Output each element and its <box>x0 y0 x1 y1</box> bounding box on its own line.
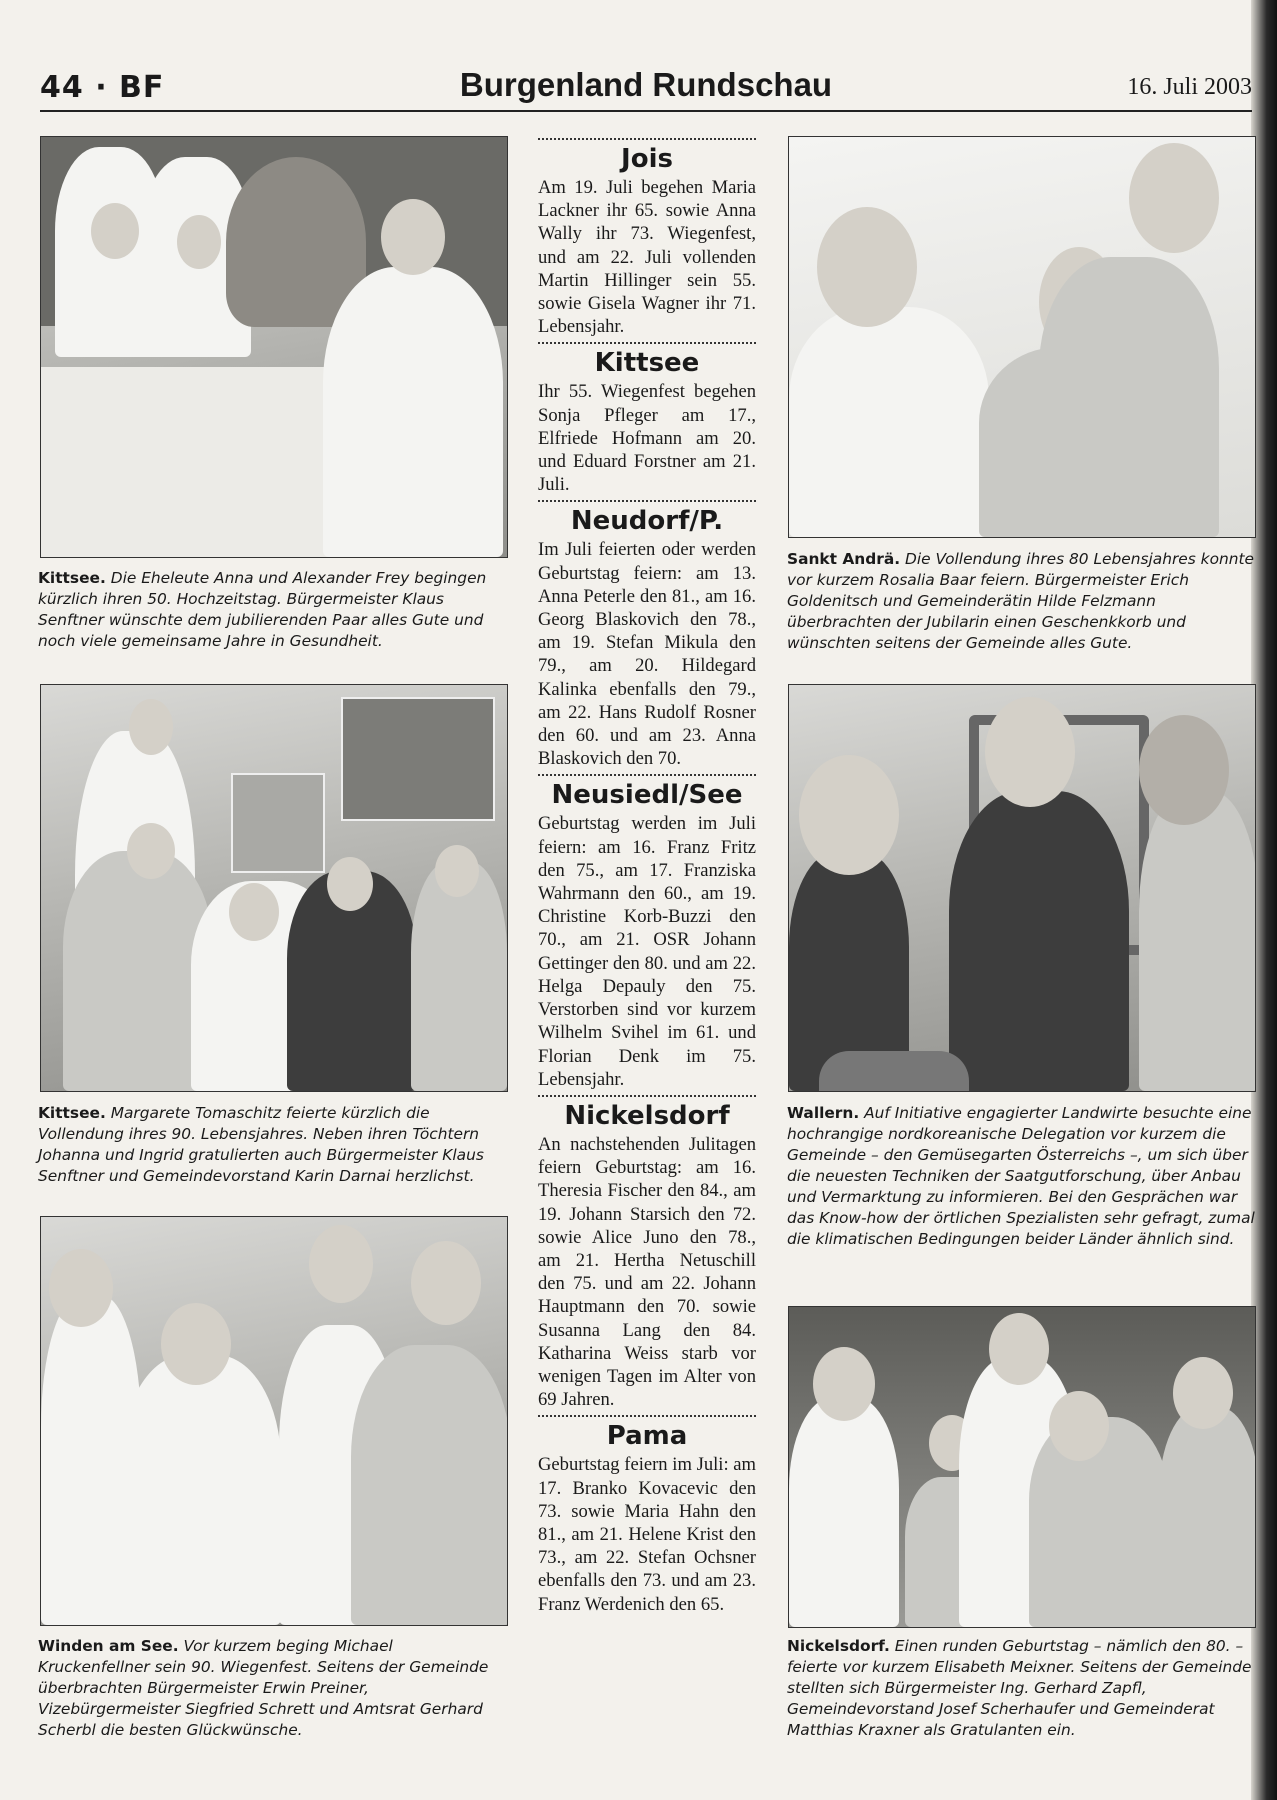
photo-caption: Winden am See. Vor kurzem beging Michael Kruckenfellner sein 90. Wiegenfest. Seitens der Gemeinde überbrachten Bürgermeister Erwin Preiner, Vizebürgermeister Siegfried Schrett und Amtsrat Gerhard Scherbl die besten Glückwünsche. <box>38 1637 489 1739</box>
section-body: Geburtstag feiern im Juli: am 17. Branko Kovacevic den 73. sowie Maria Hahn den 81., am 21. Helene Krist den 73., am 22. Stefan Ochsner ebenfalls den 73. und am 23. Franz Werdenich den 65. <box>538 1454 756 1615</box>
page-header <box>40 62 1252 112</box>
photo-caption: Kittsee. Margarete Tomaschitz feierte kürzlich die Vollendung ihres 90. Lebensjahres. Neben ihren Töchtern Johanna und Ingrid gratulierten auch Bürgermeister Klaus Senftner und Gemeindevorstand Karin Darnai herzlichst. <box>38 1104 484 1185</box>
issue-date: 16. Juli 2003 <box>1127 74 1252 100</box>
photo-kittsee-tomaschitz <box>40 684 508 1092</box>
photo-winden-am-see <box>40 1216 508 1626</box>
page-number: 44 · BF <box>40 70 165 105</box>
section-title: Neusiedl/See <box>551 780 743 811</box>
photo-kittsee-frey <box>40 136 508 558</box>
dotted-divider <box>538 1095 756 1097</box>
section-title: Kittsee <box>594 348 700 379</box>
photo-caption: Wallern. Auf Initiative engagierter Landwirte besuchte eine hochrangige nordkoreanische Delegation vor kurzem die Gemeinde – den Gemüsegarten Österreichs –, um sich über die neuesten Techniken der Saatgutforschung, über Anbau und Vermarktung zu informieren. Bei den Gesprächen war das Know-how der örtlichen Spezialisten sehr gefragt, zumal die klimatischen Bedingungen beider Länder ähnlich sind. <box>787 1104 1255 1248</box>
section-body: Im Juli feierten oder werden Geburtstag feiern: am 13. Anna Peterle den 81., am 16. Georg Blaskovich den 78., am 19. Stefan Mikula den 79., am 20. Hildegard Kalinka ebenfalls den 79., am 22. Hans Rudolf Rosner den 60. und am 23. Anna Blaskovich den 70. <box>538 539 756 770</box>
photo-caption: Kittsee. Die Eheleute Anna und Alexander Frey begingen kürzlich ihren 50. Hochzeitstag. Bürgermeister Klaus Senftner wünschte dem jubilierenden Paar alles Gute und noch viele gemeinsame Jahre in Gesundheit. <box>38 569 487 650</box>
photo-wallern <box>788 684 1256 1092</box>
section-title: Nickelsdorf <box>564 1100 730 1131</box>
section-title: Jois <box>621 144 673 174</box>
birthday-column <box>538 136 756 1620</box>
photo-caption: Sankt Andrä. Die Vollendung ihres 80 Lebensjahres konnte vor kurzem Rosalia Baar feiern. Bürgermeister Erich Goldenitsch und Gemeinderätin Hilde Felzmann überbrachten der Jubilarin einen Geschenkkorb und wünschten seitens der Gemeinde alles Gute. <box>787 550 1255 652</box>
section-body: Geburtstag werden im Juli feiern: am 16. Franz Fritz den 75., am 17. Franziska Wahrmann den 60., am 19. Christine Korb-Buzzi den 70., am 21. OSR Johann Gettinger den 80. und am 22. Helga Depauly den 75. Verstorben sind vor kurzem Wilhelm Svihel im 61. und Florian Denk im 75. Lebensjahr. <box>538 813 756 1090</box>
dotted-divider <box>538 138 756 140</box>
section-body: An nachstehenden Julitagen feiern Geburtstag: am 16. Theresia Fischer den 84., am 19. Johann Starsich den 72. sowie Alice Juno den 78., am 21. Hertha Netuschill den 75. und am 22. Johann Hauptmann den 70. sowie Susanna Lang den 84. Katharina Weiss starb vor wenigen Tagen im Alter von 69 Jahren. <box>538 1133 756 1411</box>
section-title: Neudorf/P. <box>570 506 724 537</box>
section-title: Pama <box>606 1421 688 1452</box>
dotted-divider <box>538 1415 756 1417</box>
photo-nickelsdorf <box>788 1306 1256 1628</box>
section-body: Am 19. Juli begehen Maria Lackner ihr 65. sowie Anna Wally ihr 73. Wiegenfest, und am 22. Juli vollenden Martin Hillinger sein 55. sowie Gisela Wagner ihr 71. Lebensjahr. <box>538 177 756 338</box>
dotted-divider <box>538 774 756 776</box>
photo-sankt-andrae <box>788 136 1256 538</box>
dotted-divider <box>538 342 756 344</box>
section-body: Ihr 55. Wiegenfest begehen Sonja Pfleger am 17., Elfriede Hofmann am 20. und Eduard Forstner am 21. Juli. <box>538 381 756 496</box>
newspaper-masthead: Burgenland Rundschau <box>459 66 833 103</box>
dotted-divider <box>538 500 756 502</box>
photo-caption: Nickelsdorf. Einen runden Geburtstag – nämlich den 80. – feierte vor kurzem Elisabeth Meixner. Seitens der Gemeinde stellten sich Bürgermeister Ing. Gerhard Zapfl, Gemeindevorstand Josef Scherhaufer und Gemeinderat Matthias Kraxner als Gratulanten ein. <box>787 1637 1252 1739</box>
